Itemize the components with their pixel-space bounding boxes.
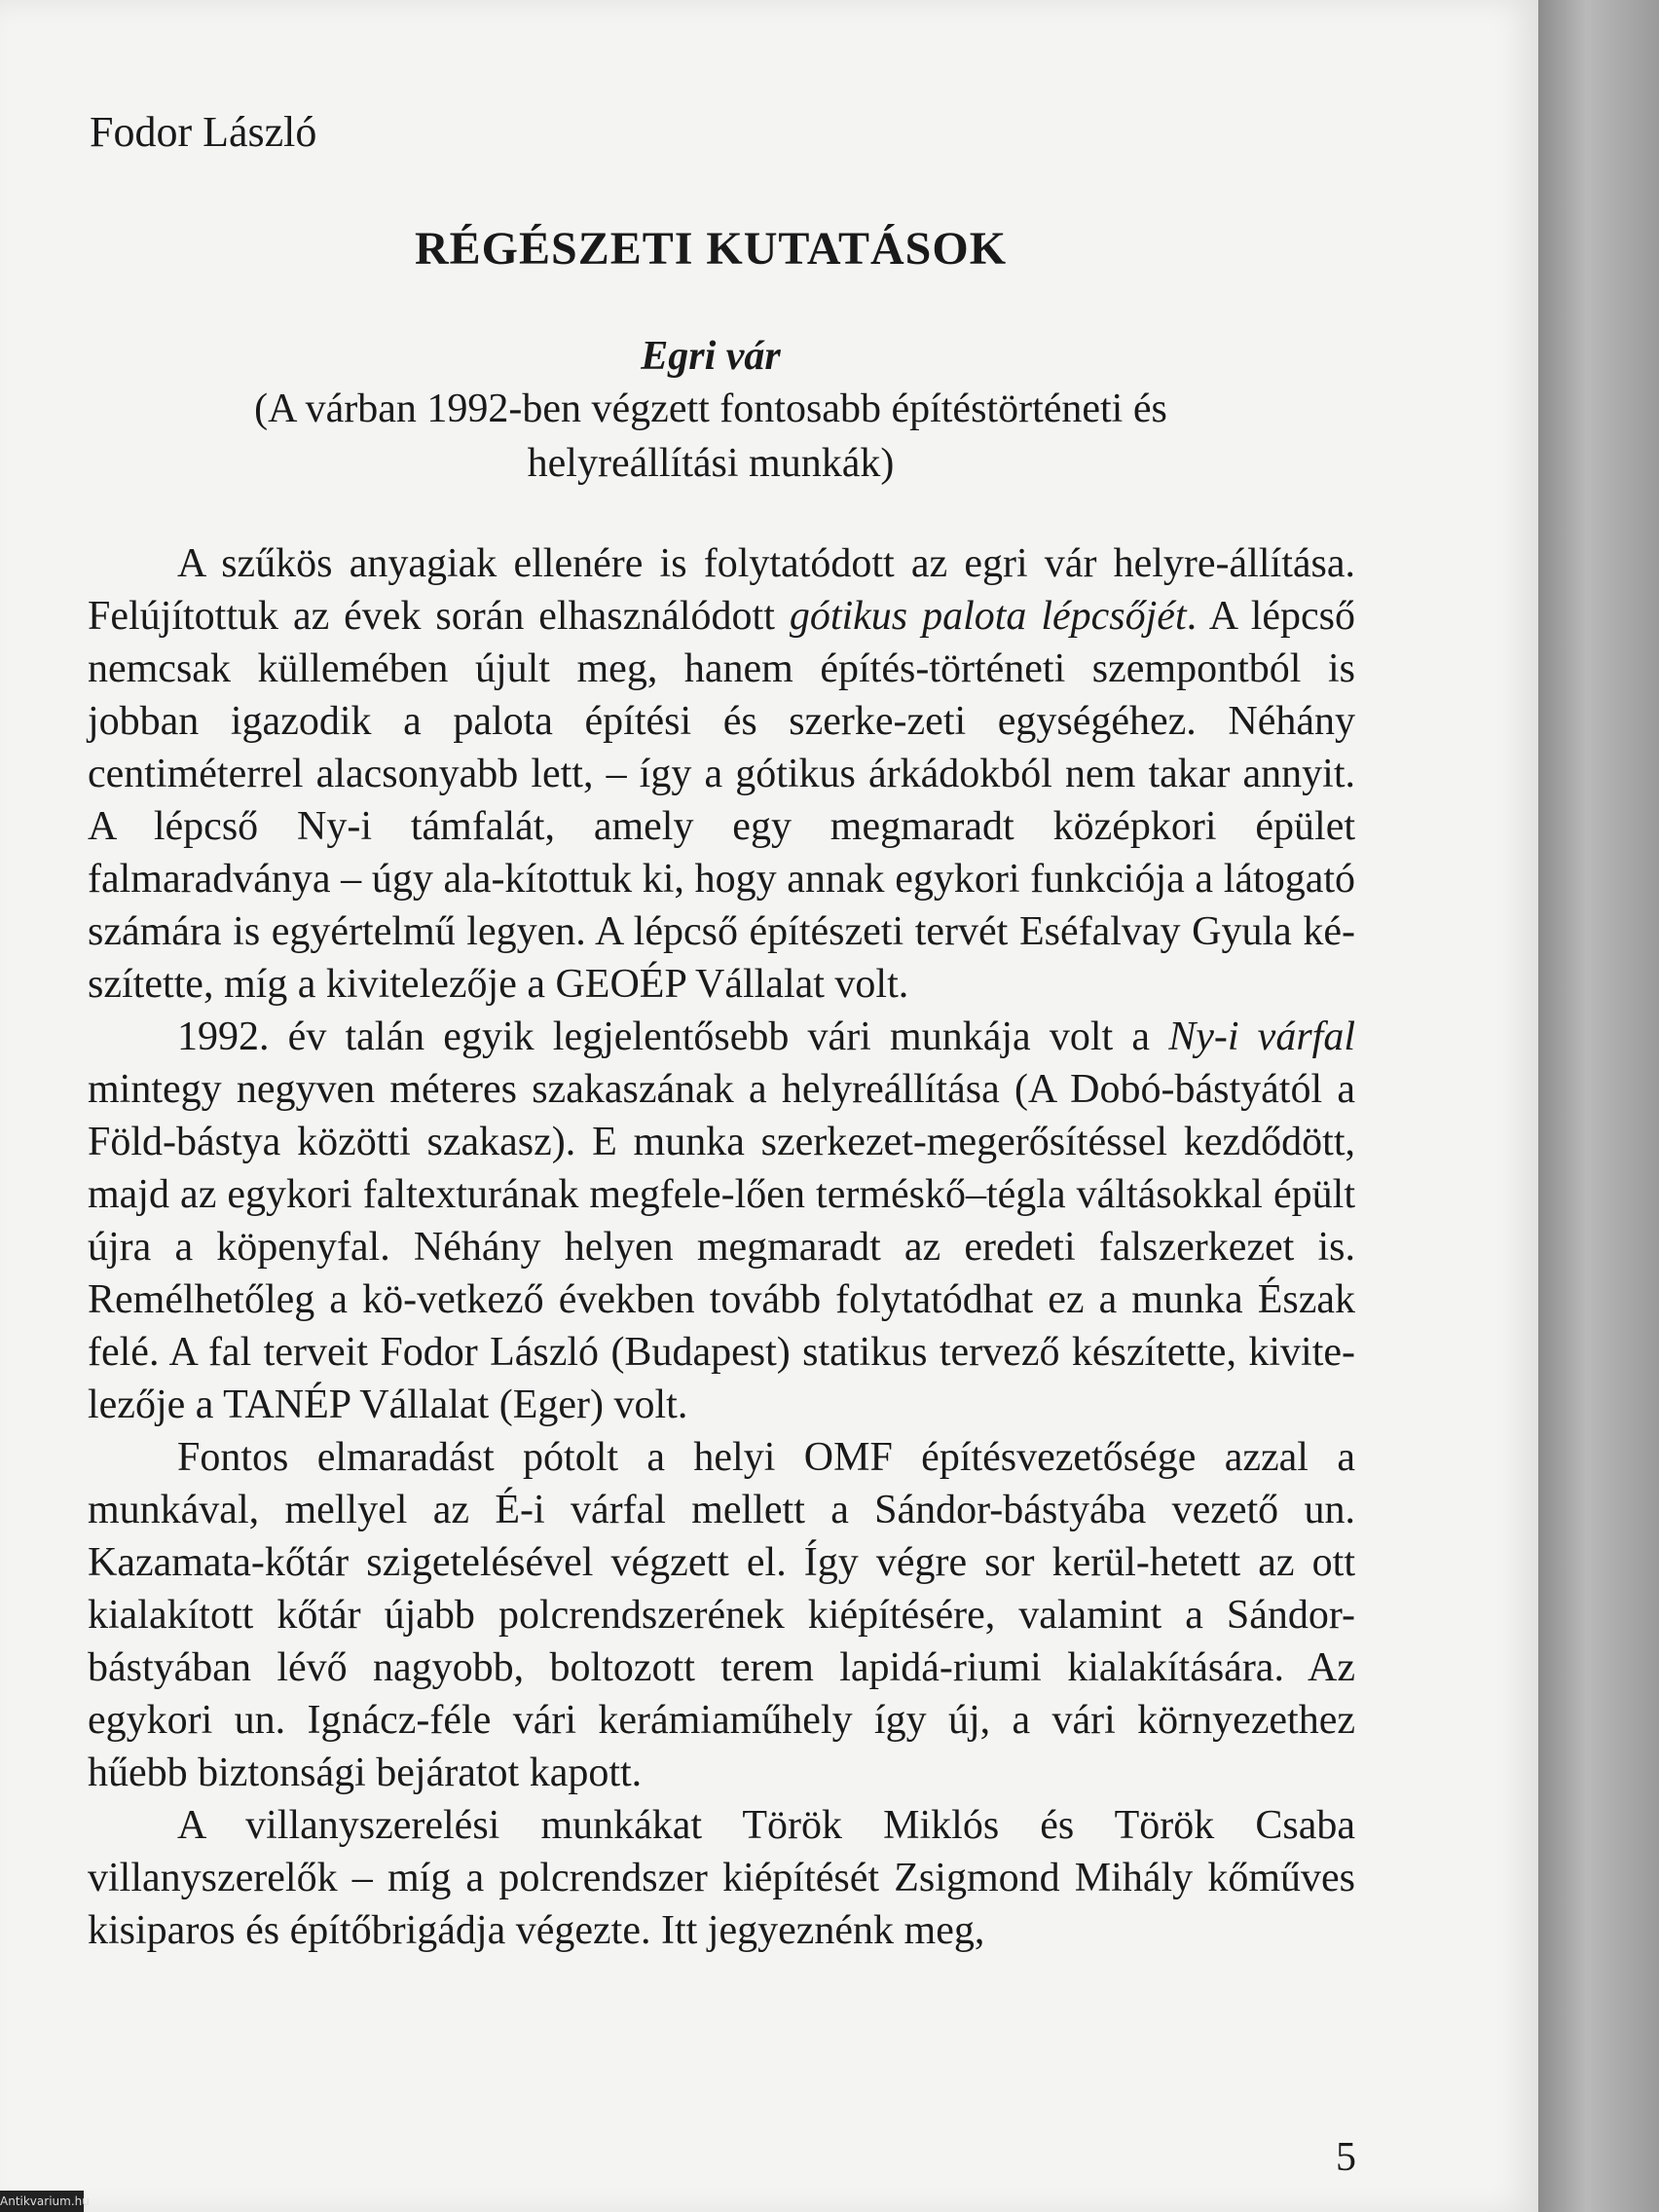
paragraph-1-part-a: A szűkös anyagiak ellenére is folytatódott az egri vár helyre-állítása. Felújítottuk az évek során elhasználódott: [88, 541, 1355, 639]
paragraph-3: Fontos elmaradást pótolt a helyi OMF építésvezetősége azzal a munkával, mellyel az É-i várfal mellett a Sándor-bástyába vezető un. Kazamata-kőtár szigetelésével végzett el. Így végre sor kerül-hetett az ott kialakított kőtár újabb polcrendszerének kiépítésére, valamint a Sándor-bástyában lévő nagyobb, boltozott terem lapidá-riumi kialakítására. Az egykori un. Ignácz-féle vári kerámiaműhely így új, a vári környezethez hűebb biztonsági bejáratot kapott.: [88, 1435, 1355, 1795]
watermark: Antikvarium.hu: [0, 2191, 84, 2212]
paragraph-1-part-c: . A lépcső nemcsak küllemében újult meg, hanem építés-történeti szempontból is jobban igazodik a palota építési és szerke-zeti egységéhez. Néhány centiméterrel alacsonyabb lett, – így a gótikus árkádokból nem takar annyit. A lépcső Ny-i támfalát, amely egy megmaradt középkori épület falmaradványa – úgy ala-kítottuk ki, hogy annak egykori funkciója a látogató számára is egyértelmű legyen. A lépcső építészeti tervét Eséfalvay Gyula ké-szítette, míg a kivitelezője a GEOÉP Vállalat volt.: [88, 594, 1355, 1007]
paragraph-4: A villanyszerelési munkákat Török Miklós és Török Csaba villanyszerelők – míg a polcrendszer kiépítését Zsigmond Mihály kőműves kisiparos és építőbrigádja végezte. Itt jegyeznénk meg,: [88, 1803, 1355, 1953]
body-text: [88, 537, 1355, 1957]
paragraph-1: [88, 537, 1355, 1011]
subtitle-description: (A várban 1992-ben végzett fontosabb építéstörténeti és helyreállítási munkák): [254, 387, 1167, 486]
paragraph-2-part-c: mintegy negyven méteres szakaszának a helyreállítása (A Dobó-bástyától a Föld-bástya közötti szakasz). E munka szerkezet-megerősítéssel kezdődött, majd az egykori faltexturának megfele-lően terméskő–tégla váltásokkal épült újra a köpenyfal. Néhány helyen megmaradt az eredeti falszerkezet is. Remélhetőleg a kö-vetkező években tovább folytatódhat ez a munka Észak felé. A fal terveit Fodor László (Budapest) statikus tervező készítette, kivite-lezője a TANÉP Vállalat (Eger) volt.: [88, 1067, 1355, 1427]
page-title: RÉGÉSZETI KUTATÁSOK: [414, 223, 1008, 275]
paragraph-2-part-a: 1992. év talán egyik legjelentősebb vári munkája volt a: [177, 1014, 1169, 1059]
paragraph-1-italic: gótikus palota lépcsőjét: [789, 594, 1187, 639]
paragraph-2-italic: Ny-i várfal: [1168, 1014, 1356, 1059]
author-name: Fodor László: [90, 108, 317, 156]
book-spine-shadow: [1538, 0, 1659, 2212]
paragraph-2: [88, 1011, 1355, 1431]
subtitle-location: Egri vár: [641, 334, 781, 379]
page-number: 5: [1336, 2135, 1356, 2180]
